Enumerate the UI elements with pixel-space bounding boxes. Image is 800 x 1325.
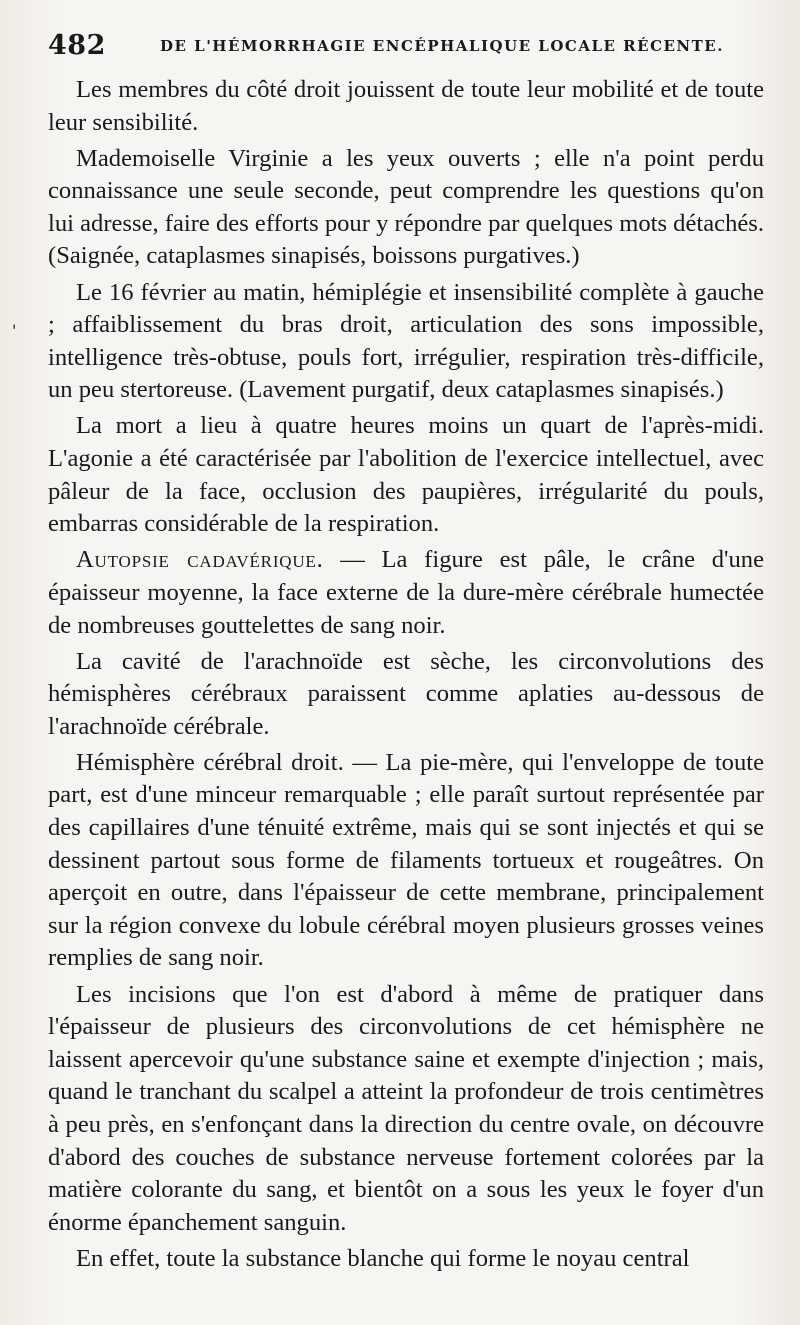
paragraph-8: Les incisions que l'on est d'abord à même de pratiquer dans l'épaisseur de plusieurs des circonvolutions de cet hémisphère ne laissent apercevoir qu'une substance saine et exempte d'injection ; mais, quand le tranchant du scalpel a atteint la profondeur de trois centimètres à peu près, en s'enfonçant dans la direction du centre ovale, on découvre d'abord des couches de substance nerveuse fortement colorées par la matière colorante du sang, et bientôt on a sous les yeux le foyer d'un énorme épanchement sanguin. (48, 980, 764, 1236)
paragraph-5-text: — La figure est pâle, le crâne d'une épaisseur moyenne, la face externe de la dure-mère cérébrale humectée de nombreuses gouttelettes de sang noir. (48, 546, 764, 639)
body-text (48, 74, 764, 1279)
running-head: DE L'HÉMORRHAGIE ENCÉPHALIQUE LOCALE RÉCENTE. (160, 37, 724, 55)
paragraph-3: Le 16 février au matin, hémiplégie et insensibilité complète à gauche ; affaiblissement du bras droit, articulation des sons impossible, intelligence très-obtuse, pouls fort, irrégulier, respiration très-difficile, un peu stertoreuse. (Lavement purgatif, deux cataplasmes sinapisés.) (48, 278, 764, 404)
paragraph-5 (48, 544, 764, 642)
paragraph-7: Hémisphère cérébral droit. — La pie-mère, qui l'enveloppe de toute part, est d'une minceur remarquable ; elle paraît surtout représentée par des capillaires d'une ténuité extrême, mais qui se sont injectés et qui se dessinent partout sous forme de filaments tortueux et rougeâtres. On aperçoit en outre, dans l'épaisseur de cette membrane, principalement sur la région convexe du lobule cérébral moyen plusieurs grosses veines remplies de sang noir. (48, 748, 764, 972)
margin-mark: ' (12, 321, 17, 340)
paragraph-2: Mademoiselle Virginie a les yeux ouverts ; elle n'a point perdu connaissance une seule seconde, peut comprendre les questions qu'on lui adresse, faire des efforts pour y répondre par quelques mots détachés. (Saignée, cataplasmes sinapisés, boissons purgatives.) (48, 144, 764, 270)
paragraph-4: La mort a lieu à quatre heures moins un quart de l'après-midi. L'agonie a été caractérisée par l'abolition de l'exercice intellectuel, avec pâleur de la face, occlusion des paupières, irrégularité du pouls, embarras considérable de la respiration. (48, 412, 764, 538)
paragraph-9: En effet, toute la substance blanche qui forme le noyau central (76, 1244, 690, 1272)
page-header (48, 30, 768, 66)
paragraph-1: Les membres du côté droit jouissent de toute leur mobilité et de toute leur sensibilité. (48, 76, 764, 136)
paragraph-6: La cavité de l'arachnoïde est sèche, les circonvolutions des hémisphères cérébraux paraissent comme aplaties au-dessous de l'arachnoïde cérébrale. (48, 647, 764, 740)
page-number: 482 (48, 30, 106, 61)
autopsy-heading: Autopsie cadavérique. (76, 546, 324, 574)
